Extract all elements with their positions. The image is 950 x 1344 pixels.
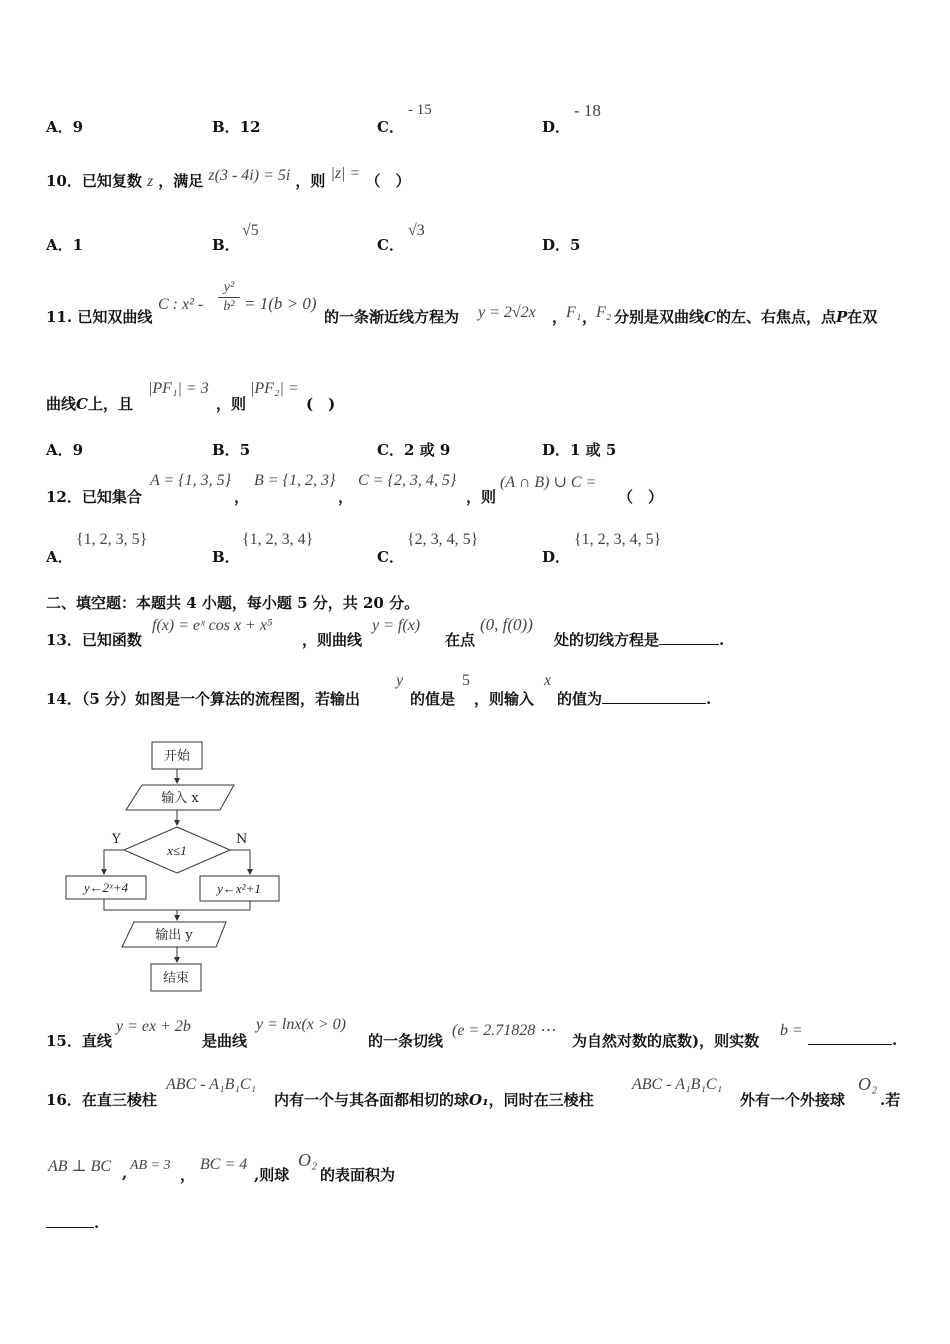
q14-var-y: y [396, 672, 404, 689]
q16-o2: O₂ [858, 1074, 878, 1094]
q12-option-d-value: {1, 2, 3, 4, 5} [574, 531, 662, 548]
q9-option-b: B．12 [212, 118, 261, 136]
q11-f1: F₁ [566, 304, 582, 321]
q13-stem-b: ，则曲线 [302, 631, 363, 649]
q14-value-5: 5 [462, 672, 470, 689]
q9-option-d-value: - 18 [574, 101, 601, 120]
q11-option-a: A．9 [46, 441, 84, 459]
q16-prism-1: ABC - A₁B₁C₁ [166, 1076, 257, 1093]
section-heading: 二、填空题：本题共 4 小题，每小题 5 分，共 20 分。 [46, 594, 420, 612]
q13-curve: y = f(x) [372, 617, 421, 634]
q15-b-var: b = [780, 1022, 803, 1039]
q12-option-c-value: {2, 3, 4, 5} [407, 531, 479, 548]
q16-blank: . [46, 1213, 99, 1232]
flow-start-label: 开始 [163, 749, 191, 764]
q12-set-a: A = {1, 3, 5} [150, 472, 232, 489]
q12-expr: (A ∩ B) ∪ C = [500, 474, 597, 491]
q12-option-b-value: {1, 2, 3, 4} [242, 531, 314, 548]
q13-stem-c: 在点 [445, 631, 476, 649]
flowchart [60, 738, 290, 996]
q10-stem: 10．已知复数 z ，满足 z(3 - 4i) = 5i ，则 |z| = （ ） [46, 165, 411, 190]
q12-stem-a: 12．已知集合 [46, 488, 142, 506]
q12-option-a: A． [46, 548, 73, 566]
q14-stem-c: ，则输入 [474, 690, 535, 708]
flow-merge-left [104, 899, 177, 910]
q10-option-c: C． [377, 236, 404, 254]
q16-ab: AB = 3 [130, 1158, 171, 1173]
q11-stem-c: 分别是双曲线C的左、右焦点，点P在双 [614, 308, 878, 326]
q11-asymptote: y = 2√2x [478, 304, 536, 321]
flow-end-label: 结束 [162, 971, 190, 986]
q9-option-c-value: - 15 [408, 102, 432, 118]
q12-comma2: ， [338, 488, 354, 506]
q12-stem-b: ，则 [466, 488, 497, 506]
q16-o2-b: O₂ [298, 1150, 318, 1170]
q13-function: f(x) = eˣ cos x + x⁵ [152, 617, 273, 634]
q14-stem-b: 的值是 [410, 690, 456, 708]
q11-option-b: B．5 [212, 441, 251, 459]
q15-stem-a: 15．直线 [46, 1032, 112, 1050]
q16-answer-blank[interactable] [46, 1213, 94, 1228]
q16-perp: AB ⊥ BC [48, 1158, 112, 1175]
q11-option-c: C．2 或 9 [377, 441, 451, 459]
q10-option-b: B． [212, 236, 240, 254]
q11-option-d: D．1 或 5 [542, 441, 617, 459]
q11-stem-b: 的一条渐近线方程为 [324, 308, 460, 326]
flow-input-label: 输入 x [161, 791, 199, 806]
flow-left-label: y←2ˣ+4 [83, 880, 129, 895]
q16-bc: BC = 4 [200, 1156, 248, 1173]
q16-stem-f: ,则球 [254, 1166, 290, 1184]
q11-curve-lhs: C : x² - [158, 296, 204, 313]
q15-line: y = ex + 2b [116, 1018, 191, 1035]
q15-answer-blank[interactable] [808, 1030, 892, 1045]
q16-comma2: ， [180, 1166, 196, 1184]
q13-point: (0, f(0)) [480, 615, 533, 634]
q15-stem-c: 的一条切线 [368, 1032, 444, 1050]
q10-option-b-value: √5 [242, 222, 259, 239]
q10-option-c-value: √3 [408, 222, 425, 239]
q9-option-d: D． [542, 118, 571, 136]
flow-yes-label: Y [112, 832, 121, 847]
q15-stem-d: 为自然对数的底数)，则实数 [572, 1032, 760, 1050]
q16-stem-e: .若 [880, 1091, 901, 1109]
q16-stem-b: 内有一个与其各面都相切的球O₁，同时在三棱柱 [274, 1091, 594, 1109]
q11-comma2: ， [582, 308, 598, 326]
q10-option-a: A．1 [46, 236, 84, 254]
q14-var-x: x [544, 672, 552, 689]
q12-option-b: B． [212, 548, 240, 566]
q11-comma1: ， [552, 308, 568, 326]
flow-arrow-yes [104, 850, 124, 874]
q14-answer-blank[interactable] [602, 689, 706, 704]
q11-fraction: y² b² [218, 280, 240, 315]
q15-note: (e = 2.71828 ⋯ [452, 1022, 556, 1039]
q15-stem-b: 是曲线 [202, 1032, 248, 1050]
q13-stem-d: 处的切线方程是 . [554, 631, 725, 649]
q12-option-c: C． [377, 548, 404, 566]
flow-output-label: 输出 y [155, 928, 193, 943]
q12-option-d: D． [542, 548, 571, 566]
flow-merge-right [177, 901, 250, 910]
q15-curve: y = lnx(x > 0) [256, 1016, 346, 1033]
q12-paren: （ ） [618, 488, 664, 506]
q11-curve-rhs: = 1(b > 0) [244, 294, 317, 313]
q9-option-c: C． [377, 118, 404, 136]
q16-prism-2: ABC - A₁B₁C₁ [632, 1076, 723, 1093]
q15-blank: . [808, 1030, 897, 1049]
q16-stem-a: 16．在直三棱柱 [46, 1091, 157, 1109]
q12-set-c: C = {2, 3, 4, 5} [358, 472, 457, 489]
q13-answer-blank[interactable] [659, 630, 719, 645]
q12-comma1: ， [234, 488, 250, 506]
q11-stem-line1: 11. 已知双曲线 [46, 308, 153, 326]
flow-arrow-no [230, 850, 250, 874]
q16-comma1: , [122, 1164, 128, 1182]
q12-set-b: B = {1, 2, 3} [254, 472, 336, 489]
flow-no-label: N [236, 832, 248, 847]
q14-stem-a: 14．（5 分）如图是一个算法的流程图，若输出 [46, 690, 361, 708]
q16-stem-d: 外有一个外接球 [740, 1091, 846, 1109]
q13-stem-a: 13．已知函数 [46, 631, 142, 649]
flow-decision-label: x≤1 [167, 843, 187, 858]
q11-paren: ( ) [306, 395, 336, 413]
q16-stem-g: 的表面积为 [320, 1166, 396, 1184]
flow-right-label: y←x²+1 [217, 881, 261, 896]
q11-stem-line2: 曲线C上，且 [46, 395, 133, 413]
q11-pf1: |PF₁| = 3 [148, 380, 209, 397]
q12-option-a-value: {1, 2, 3, 5} [76, 531, 148, 548]
q11-pf2: |PF₂| = [250, 380, 299, 397]
q11-f2: F₂ [596, 304, 612, 321]
q11-then: ，则 [216, 395, 247, 413]
q14-stem-d: 的值为 . [557, 690, 712, 708]
q9-option-a: A．9 [46, 118, 84, 136]
q10-option-d: D．5 [542, 236, 581, 254]
